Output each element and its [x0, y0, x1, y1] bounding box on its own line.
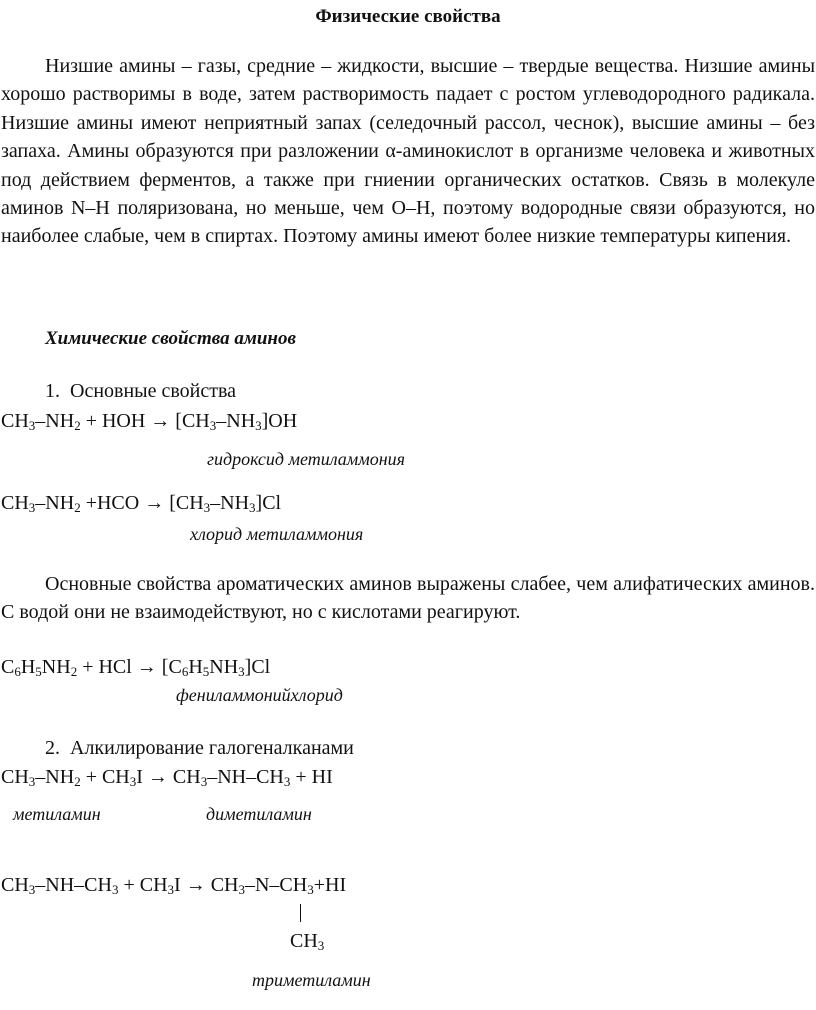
reaction-2-product-name: хлорид метиламмония [190, 524, 364, 544]
section-2-heading [45, 737, 354, 760]
reaction-2-equation: $CH_3-NH_2 +HCO \to [CH_3-NH_3]Cl$ [1, 492, 282, 515]
aromatic-amines-paragraph: Основные свойства ароматических аминов выражены слабее, чем алифатических аминов. С водой они не взаимодействуют, но с кислотами реагируют. [1, 573, 815, 624]
reaction-3-product-name: фениламмонийхлорид [176, 685, 343, 705]
reaction-4-product-name: диметиламин [206, 804, 312, 824]
section-1-number: 1. [45, 380, 60, 402]
reaction-5-branch-group: $CH_3$ [290, 930, 325, 953]
branch-bond-line [300, 904, 301, 922]
reaction-5-product-name: триметиламин [252, 970, 371, 990]
section-1-title: Основные свойства [70, 380, 237, 402]
reaction-4-reactant-name: метиламин [13, 804, 101, 824]
reaction-3-equation: $C_6H_5NH_2$ + HCl → $[C_6H_5NH_3]Cl$ [1, 656, 271, 679]
reaction-1-equation: $CH_3-NH_2$ + HOH → $[CH_3-NH_3]OH$ [1, 410, 298, 433]
reaction-1-product-name: гидроксид метиламмония [207, 449, 406, 469]
physical-properties-paragraph: Низшие амины – газы, средние – жидкости, высшие – твердые вещества. Низшие амины хорошо растворимы в воде, затем растворимость падает с ростом углеводородного радикала. Низшие амины имеют неприятный запах (селедочный рассол, чеснок), высшие амины – без запаха. Амины образуются при разложении α-аминокислот в организме человека и животных под действием ферментов, а также при гниении органических остатков. Связь в молекуле аминов N–H поляризована, но меньше, чем O–H, поэтому водородные связи образуются, но наиболее слабые, чем в спиртах. Поэтому амины имеют более низкие температуры кипения. [1, 55, 815, 248]
page-title: Физические свойства [315, 6, 501, 27]
reaction-4-equation: $CH_3-NH_2 + CH_3I \to CH_3-NH-CH_3$ + HI [1, 766, 333, 789]
section-2-number: 2. [45, 737, 60, 759]
reaction-5-equation: $CH_3-NH-CH_3 + CH_3I \to CH_3-N-CH_3+HI$ [1, 874, 347, 897]
section-1-heading [45, 380, 236, 403]
section-2-title: Алкилирование галогеналканами [70, 737, 354, 759]
chemical-properties-heading: Химические свойства аминов [45, 328, 296, 349]
